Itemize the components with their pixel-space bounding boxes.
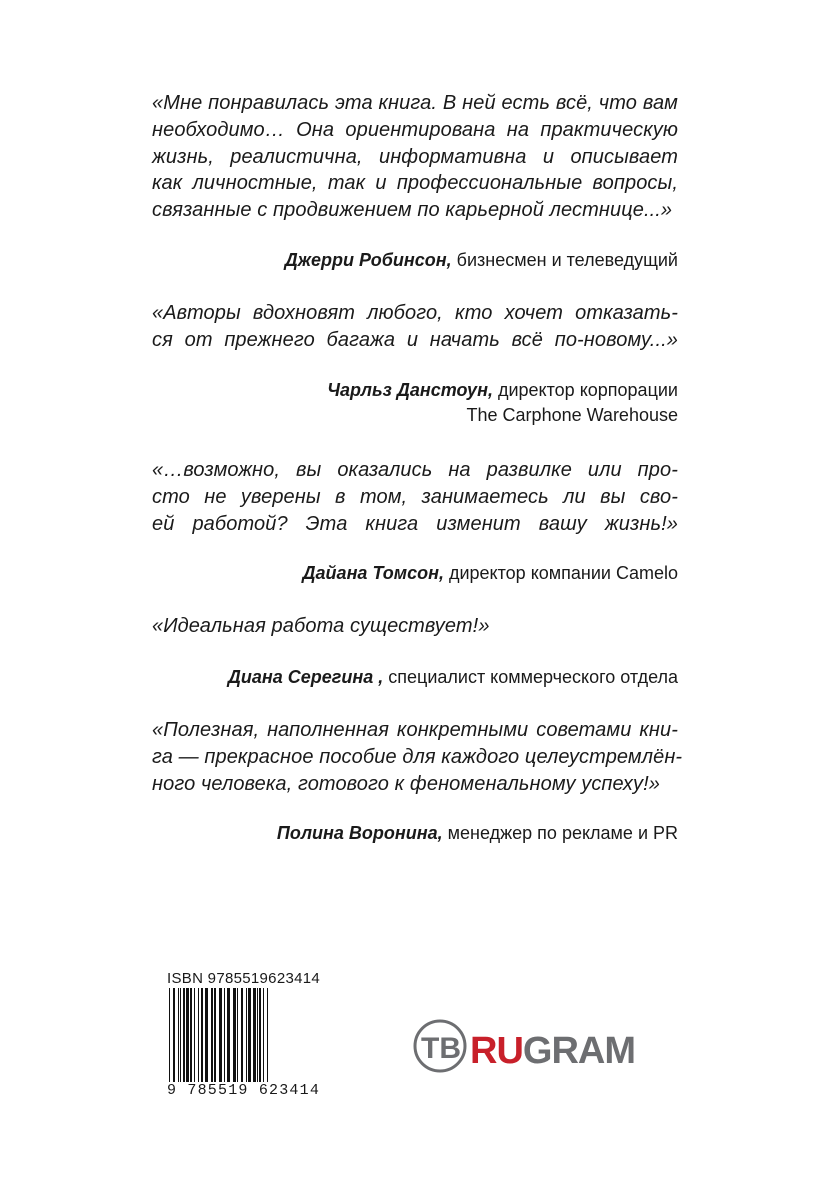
testimonial-attribution-3 [118, 561, 678, 586]
quote-line: необходимо… Она ориентирована на практическую [152, 118, 678, 141]
barcode-bar [237, 988, 238, 1082]
barcode-bar [211, 988, 213, 1082]
barcode-bar [248, 988, 251, 1082]
quote-line: связанные с продвижением по карьерной лестнице...» [152, 199, 673, 222]
logo-ru-text: RU [470, 1030, 523, 1072]
testimonial-quote-1 [152, 90, 678, 224]
quote-line: ся от прежнего багажа и начать всё по-новому...» [152, 328, 678, 351]
author-role-continued: The Carphone Warehouse [466, 405, 678, 425]
isbn-digits: 9 785519 623414 [167, 1082, 321, 1099]
quote-line: «Мне понравилась эта книга. В ней есть всё, что вам [152, 92, 678, 114]
svg-text:RUGRAM [470, 1030, 635, 1072]
testimonial-attribution-4 [118, 665, 678, 690]
logo-gram-text: GRAM [522, 1030, 635, 1072]
quote-line: «Авторы вдохновят любого, кто хочет отказать- [152, 302, 678, 324]
barcode-bar [178, 988, 179, 1082]
barcode-bars [167, 988, 335, 1084]
testimonial-quote-4 [152, 613, 678, 640]
barcode-bar [267, 988, 268, 1082]
barcode-bar [263, 988, 264, 1082]
barcode-bar [186, 988, 189, 1082]
testimonial-quote-2 [152, 300, 678, 354]
barcode-bar [205, 988, 208, 1082]
tb-mark-icon [415, 1021, 465, 1071]
barcode-bar [259, 988, 261, 1082]
barcode-bar [241, 988, 243, 1082]
barcode-bar [190, 988, 192, 1082]
quote-line: жизнь, реалистична, информативна и описывает [152, 145, 678, 168]
author-role: директор корпорации [497, 380, 678, 400]
barcode-bar [233, 988, 236, 1082]
author-role: менеджер по рекламе и PR [447, 823, 678, 843]
barcode-bar [183, 988, 185, 1082]
testimonial-quote-5 [152, 717, 683, 797]
quote-line: сто не уверены в том, занимаетесь ли вы сво- [152, 485, 678, 508]
testimonial-attribution-2 [118, 378, 678, 428]
barcode-bar [227, 988, 230, 1082]
author-role: бизнесмен и телеведущий [456, 250, 678, 270]
quote-line: «Полезная, наполненная конкретными советами кни- [152, 719, 678, 741]
testimonial-quote-3 [152, 457, 678, 537]
barcode-bar [214, 988, 216, 1082]
barcode-bar [198, 988, 199, 1082]
testimonial-attribution-1 [118, 248, 678, 273]
quote-line: ного человека, готового к феноменальному успеху!» [152, 772, 660, 795]
quote-line: ей работой? Эта книга изменит вашу жизнь!» [152, 512, 678, 535]
isbn-barcode [167, 970, 335, 1110]
barcode-bar [194, 988, 195, 1082]
author-name: Диана Серегина , [227, 667, 384, 687]
author-name: Полина Воронина, [276, 823, 443, 843]
author-name: Дайана Томсон, [302, 563, 444, 583]
author-name: Джерри Робинсон, [284, 250, 452, 270]
testimonial-attribution-5 [118, 821, 678, 846]
author-role: специалист коммерческого отдела [388, 667, 678, 687]
author-role: директор компании Camelo [448, 563, 678, 583]
svg-text:TB: TB [421, 1032, 461, 1065]
quote-line: как личностные, так и профессиональные вопросы, [152, 172, 678, 195]
barcode-bar [201, 988, 203, 1082]
quote-line: «Идеальная работа существует!» [152, 615, 490, 637]
barcode-bar [257, 988, 258, 1082]
barcode-bar [246, 988, 247, 1082]
quote-line: га — прекрасное пособие для каждого целеустремлён- [152, 745, 683, 768]
barcode-bar [180, 988, 181, 1082]
author-name: Чарльз Данстоун, [327, 380, 493, 400]
publisher-logo [412, 1018, 635, 1074]
isbn-label: ISBN 9785519623414 [167, 970, 321, 987]
quote-line: «…возможно, вы оказались на развилке или про- [152, 459, 678, 481]
barcode-bar [169, 988, 170, 1082]
barcode-bar [224, 988, 225, 1082]
barcode-bar [253, 988, 256, 1082]
barcode-bar [173, 988, 175, 1082]
barcode-bar [219, 988, 222, 1082]
